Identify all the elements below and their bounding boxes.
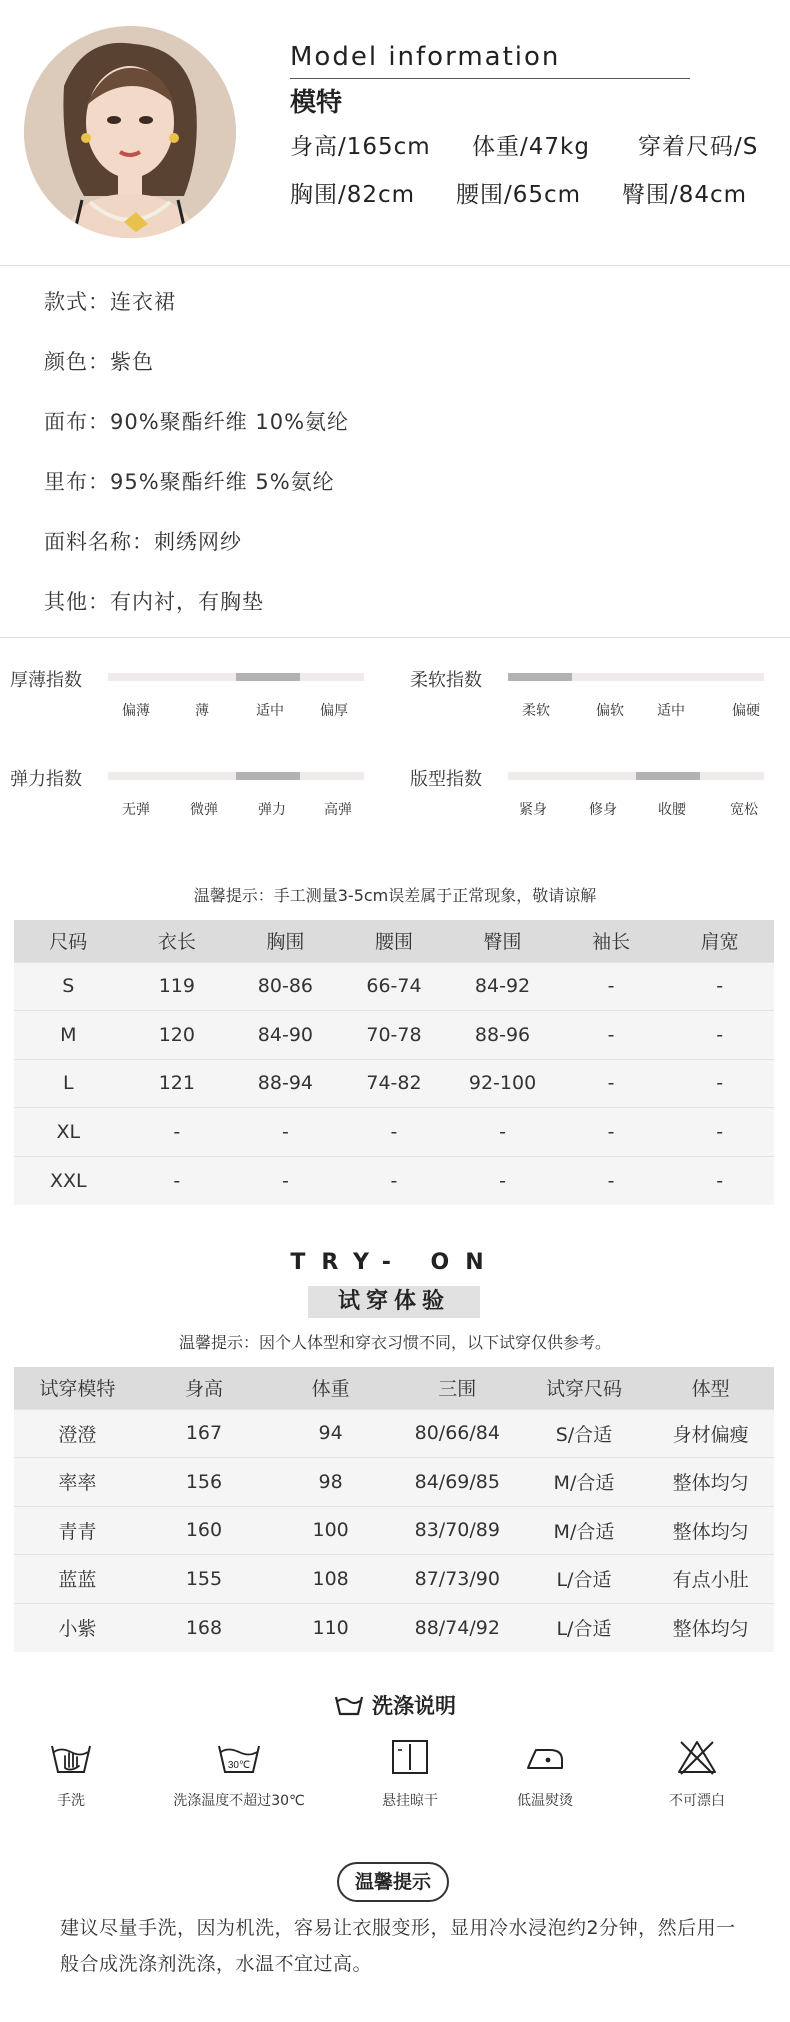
tryon-table-header: 身高	[141, 1367, 268, 1409]
model-height: 身高/165cm	[290, 134, 431, 160]
model-weight: 体重/47kg	[472, 134, 590, 160]
table-cell: -	[448, 1156, 557, 1205]
fit-index-fill	[636, 772, 700, 780]
table-cell: 80/66/84	[394, 1409, 521, 1458]
wash-30-icon-text: 30℃	[227, 1760, 251, 1771]
table-cell: -	[665, 1108, 774, 1157]
table-row	[14, 962, 774, 1011]
table-cell: 小紫	[14, 1603, 141, 1652]
table-cell: XL	[14, 1108, 123, 1157]
table-row	[14, 1059, 774, 1108]
table-cell: 168	[141, 1603, 268, 1652]
size-table-header: 胸围	[231, 920, 340, 962]
thickness-option: 偏薄	[122, 703, 150, 719]
table-cell: 155	[141, 1555, 268, 1604]
hang-dry-icon	[390, 1738, 430, 1776]
table-cell: 青青	[14, 1506, 141, 1555]
table-cell: L/合适	[521, 1603, 648, 1652]
table-cell: 110	[267, 1603, 394, 1652]
no-bleach-icon	[675, 1738, 719, 1776]
table-cell: L	[14, 1059, 123, 1108]
softness-index-fill	[508, 673, 572, 681]
section-divider	[0, 637, 790, 638]
model-info-section	[0, 0, 790, 265]
tryon-table-header: 体重	[267, 1367, 394, 1409]
table-cell: -	[557, 1059, 666, 1108]
table-cell: 整体均匀	[647, 1506, 774, 1555]
size-measure-tip: 温馨提示：手工测量3-5cm误差属于正常现象，敬请谅解	[193, 886, 597, 905]
wash-30-icon	[216, 1738, 262, 1776]
softness-index-bar	[508, 673, 764, 681]
softness-option: 柔软	[522, 703, 550, 719]
tryon-title-en: TRY- ON	[290, 1250, 500, 1275]
table-cell: 94	[267, 1409, 394, 1458]
fit-option: 收腰	[658, 802, 686, 818]
table-cell: -	[557, 1156, 666, 1205]
table-cell: -	[448, 1108, 557, 1157]
table-cell: 120	[123, 1011, 232, 1060]
wash-item	[154, 1738, 324, 1810]
model-hip: 臀围/84cm	[622, 182, 748, 208]
table-cell: 121	[123, 1059, 232, 1108]
wash-item	[612, 1738, 782, 1810]
model-title-cn: 模特	[290, 88, 343, 118]
table-cell: -	[665, 1011, 774, 1060]
size-table-header: 臀围	[448, 920, 557, 962]
table-cell: 84-92	[448, 962, 557, 1011]
wash-label: 不可漂白	[669, 1793, 725, 1809]
table-cell: 167	[141, 1409, 268, 1458]
tryon-table	[14, 1367, 774, 1652]
table-row	[14, 1458, 774, 1507]
table-row	[14, 1603, 774, 1652]
tryon-table-header-row	[14, 1367, 774, 1409]
table-cell: -	[123, 1108, 232, 1157]
table-cell: -	[665, 962, 774, 1011]
tryon-tip: 温馨提示：因个人体型和穿衣习惯不同，以下试穿仅供参考。	[178, 1333, 611, 1352]
table-cell: -	[665, 1059, 774, 1108]
table-cell: 84-90	[231, 1011, 340, 1060]
product-color: 颜色：紫色	[44, 350, 154, 374]
wash-label: 低温熨烫	[517, 1793, 573, 1809]
table-cell: 92-100	[448, 1059, 557, 1108]
elasticity-index-label: 弹力指数	[10, 769, 82, 790]
table-cell: M	[14, 1011, 123, 1060]
size-table-header-row	[14, 920, 774, 962]
thickness-option: 薄	[195, 703, 209, 719]
table-cell: -	[557, 962, 666, 1011]
wash-label: 悬挂晾干	[382, 1793, 438, 1809]
table-cell: 100	[267, 1506, 394, 1555]
warm-tip-text: 建议尽量手洗，因为机洗，容易让衣服变形，显用冷水浸泡约2分钟，然后用一般合成洗涤剂洗涤，水温不宜过高。	[60, 1917, 736, 1975]
product-fabric: 面布：90%聚酯纤维 10%氨纶	[44, 410, 350, 434]
wash-item	[460, 1738, 630, 1810]
elasticity-option: 无弹	[122, 802, 150, 818]
table-cell: -	[665, 1156, 774, 1205]
table-cell: 88/74/92	[394, 1603, 521, 1652]
table-cell: S	[14, 962, 123, 1011]
size-table-header: 腰围	[340, 920, 449, 962]
table-cell: -	[340, 1156, 449, 1205]
tryon-table-header: 体型	[647, 1367, 774, 1409]
table-cell: -	[123, 1156, 232, 1205]
product-material-name: 面料名称：刺绣网纱	[44, 530, 242, 554]
table-cell: -	[557, 1108, 666, 1157]
model-title-en: Model information	[290, 42, 561, 72]
model-size: 穿着尺码/S	[638, 134, 759, 160]
hand-wash-icon	[49, 1738, 93, 1776]
table-row	[14, 1555, 774, 1604]
wash-label: 手洗	[57, 1793, 85, 1809]
warm-tip-badge: 温馨提示	[337, 1862, 449, 1902]
softness-option: 适中	[657, 703, 685, 719]
title-rule	[290, 78, 690, 79]
table-cell: XXL	[14, 1156, 123, 1205]
wash-section-title	[0, 1690, 790, 1722]
section-divider	[0, 265, 790, 266]
thickness-index-fill	[236, 673, 300, 681]
table-cell: -	[231, 1108, 340, 1157]
product-style: 款式：连衣裙	[44, 290, 176, 314]
thickness-index-bar	[108, 673, 364, 681]
product-other: 其他：有内衬，有胸垫	[44, 590, 264, 614]
model-portrait-image	[24, 26, 236, 238]
table-cell: 有点小肚	[647, 1555, 774, 1604]
table-cell: 74-82	[340, 1059, 449, 1108]
low-iron-icon	[524, 1738, 566, 1776]
table-row	[14, 1409, 774, 1458]
table-cell: 160	[141, 1506, 268, 1555]
fit-option: 宽松	[730, 802, 758, 818]
table-cell: -	[557, 1011, 666, 1060]
thickness-option: 适中	[256, 703, 284, 719]
table-cell: 66-74	[340, 962, 449, 1011]
table-cell: M/合适	[521, 1506, 648, 1555]
product-lining: 里布：95%聚酯纤维 5%氨纶	[44, 470, 335, 494]
wash-label: 洗涤温度不超过30℃	[173, 1793, 305, 1809]
elasticity-option: 微弹	[190, 802, 218, 818]
fit-option: 修身	[589, 802, 617, 818]
table-cell: 83/70/89	[394, 1506, 521, 1555]
tryon-table-header: 三围	[394, 1367, 521, 1409]
table-cell: 70-78	[340, 1011, 449, 1060]
table-cell: 156	[141, 1458, 268, 1507]
tryon-table-header: 试穿模特	[14, 1367, 141, 1409]
table-cell: 87/73/90	[394, 1555, 521, 1604]
table-cell: 澄澄	[14, 1409, 141, 1458]
table-row	[14, 1506, 774, 1555]
table-cell: 率率	[14, 1458, 141, 1507]
elasticity-index-bar	[108, 772, 364, 780]
model-avatar	[24, 26, 236, 238]
wash-title-text: 洗涤说明	[372, 1694, 456, 1718]
table-cell: 88-94	[231, 1059, 340, 1108]
wash-tub-icon	[334, 1693, 364, 1717]
size-table-header: 肩宽	[665, 920, 774, 962]
table-cell: -	[231, 1156, 340, 1205]
table-cell: -	[340, 1108, 449, 1157]
size-table-header: 尺码	[14, 920, 123, 962]
table-row	[14, 1156, 774, 1205]
table-cell: S/合适	[521, 1409, 648, 1458]
table-cell: 整体均匀	[647, 1458, 774, 1507]
thickness-option: 偏厚	[320, 703, 348, 719]
elasticity-option: 高弹	[324, 802, 352, 818]
model-waist: 腰围/65cm	[456, 182, 582, 208]
softness-option: 偏硬	[732, 703, 760, 719]
size-table-header: 衣长	[123, 920, 232, 962]
table-cell: 80-86	[231, 962, 340, 1011]
table-cell: 119	[123, 962, 232, 1011]
table-cell: 整体均匀	[647, 1603, 774, 1652]
size-table-header: 袖长	[557, 920, 666, 962]
size-table	[14, 920, 774, 1205]
table-cell: 98	[267, 1458, 394, 1507]
fit-option: 紧身	[519, 802, 547, 818]
table-cell: L/合适	[521, 1555, 648, 1604]
thickness-index-label: 厚薄指数	[10, 670, 82, 691]
table-row	[14, 1011, 774, 1060]
tryon-title-cn: 试穿体验	[308, 1286, 480, 1318]
elasticity-index-fill	[236, 772, 300, 780]
softness-option: 偏软	[596, 703, 624, 719]
tryon-table-header: 试穿尺码	[521, 1367, 648, 1409]
table-cell: 84/69/85	[394, 1458, 521, 1507]
wash-item	[0, 1738, 156, 1810]
fit-index-label: 版型指数	[410, 769, 482, 790]
table-row	[14, 1108, 774, 1157]
elasticity-option: 弹力	[258, 802, 286, 818]
table-cell: 108	[267, 1555, 394, 1604]
fit-index-bar	[508, 772, 764, 780]
table-cell: 88-96	[448, 1011, 557, 1060]
table-cell: 身材偏瘦	[647, 1409, 774, 1458]
table-cell: M/合适	[521, 1458, 648, 1507]
softness-index-label: 柔软指数	[410, 670, 482, 691]
table-cell: 蓝蓝	[14, 1555, 141, 1604]
model-bust: 胸围/82cm	[290, 182, 416, 208]
